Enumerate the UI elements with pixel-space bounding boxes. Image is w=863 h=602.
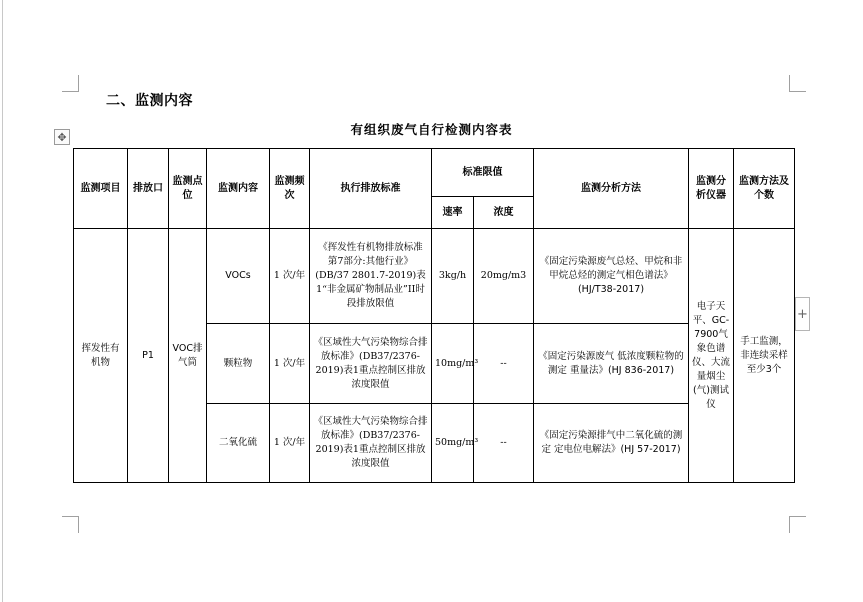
cell-method: 《固定污染源废气 低浓度颗粒物的测定 重量法》(HJ 836-2017) bbox=[534, 324, 689, 404]
cell-frequency: 1 次/年 bbox=[270, 404, 310, 483]
header-point: 监测点位 bbox=[169, 149, 207, 229]
cell-frequency: 1 次/年 bbox=[270, 324, 310, 404]
header-instrument: 监测分析仪器 bbox=[689, 149, 734, 229]
header-outlet: 排放口 bbox=[128, 149, 169, 229]
table-move-handle-icon[interactable]: ✥ bbox=[54, 129, 70, 145]
header-row bbox=[74, 149, 795, 197]
cell-method: 《固定污染源废气总烃、甲烷和非甲烷总烃的测定气相色谱法》(HJ/T38-2017) bbox=[534, 229, 689, 324]
header-standard: 执行排放标准 bbox=[310, 149, 432, 229]
cell-item: 挥发性有机物 bbox=[74, 229, 128, 483]
header-limit-group: 标准限值 bbox=[432, 149, 534, 197]
cell-content: 二氧化硫 bbox=[207, 404, 270, 483]
crop-mark-top-left bbox=[62, 75, 79, 92]
section-heading: 二、监测内容 bbox=[106, 93, 193, 109]
cell-method: 《固定污染源排气中二氧化硫的测定 定电位电解法》(HJ 57-2017) bbox=[534, 404, 689, 483]
cell-standard: 《挥发性有机物排放标准 第7部分:其他行业》(DB/37 2801.7-2019)表1“非金属矿物制品业”II时段排放限值 bbox=[310, 229, 432, 324]
cell-point: VOC排气筒 bbox=[169, 229, 207, 483]
table-caption: 有组织废气自行检测内容表 bbox=[350, 122, 513, 137]
crop-mark-bottom-left bbox=[62, 516, 79, 533]
page-edge bbox=[2, 0, 3, 602]
header-frequency: 监测频次 bbox=[270, 149, 310, 229]
cell-standard: 《区域性大气污染物综合排放标准》(DB37/2376-2019)表1重点控制区排放浓度限值 bbox=[310, 404, 432, 483]
cell-count: 手工监测，非连续采样至少3个 bbox=[734, 229, 795, 483]
cell-frequency: 1 次/年 bbox=[270, 229, 310, 324]
header-count: 监测方法及个数 bbox=[734, 149, 795, 229]
crop-mark-top-right bbox=[789, 75, 806, 92]
cell-content: VOCs bbox=[207, 229, 270, 324]
header-limit-rate: 速率 bbox=[432, 197, 474, 229]
crop-mark-bottom-right bbox=[789, 516, 806, 533]
cell-conc: 20mg/m3 bbox=[474, 229, 534, 324]
header-item: 监测项目 bbox=[74, 149, 128, 229]
table-row bbox=[74, 229, 795, 324]
cell-rate: 50mg/m³ bbox=[432, 404, 474, 483]
cell-rate: 10mg/m³ bbox=[432, 324, 474, 404]
cell-standard: 《区域性大气污染物综合排放标准》(DB37/2376-2019)表1重点控制区排放浓度限值 bbox=[310, 324, 432, 404]
header-limit-conc: 浓度 bbox=[474, 197, 534, 229]
cell-rate: 3kg/h bbox=[432, 229, 474, 324]
cell-conc: -- bbox=[474, 404, 534, 483]
header-method: 监测分析方法 bbox=[534, 149, 689, 229]
monitoring-table bbox=[73, 148, 795, 483]
cell-conc: -- bbox=[474, 324, 534, 404]
add-column-plus-icon[interactable]: + bbox=[795, 297, 810, 331]
cell-outlet: P1 bbox=[128, 229, 169, 483]
cell-instrument: 电子天平、GC-7900气象色谱仪、大流量烟尘(气)测试仪 bbox=[689, 229, 734, 483]
cell-content: 颗粒物 bbox=[207, 324, 270, 404]
header-content: 监测内容 bbox=[207, 149, 270, 229]
